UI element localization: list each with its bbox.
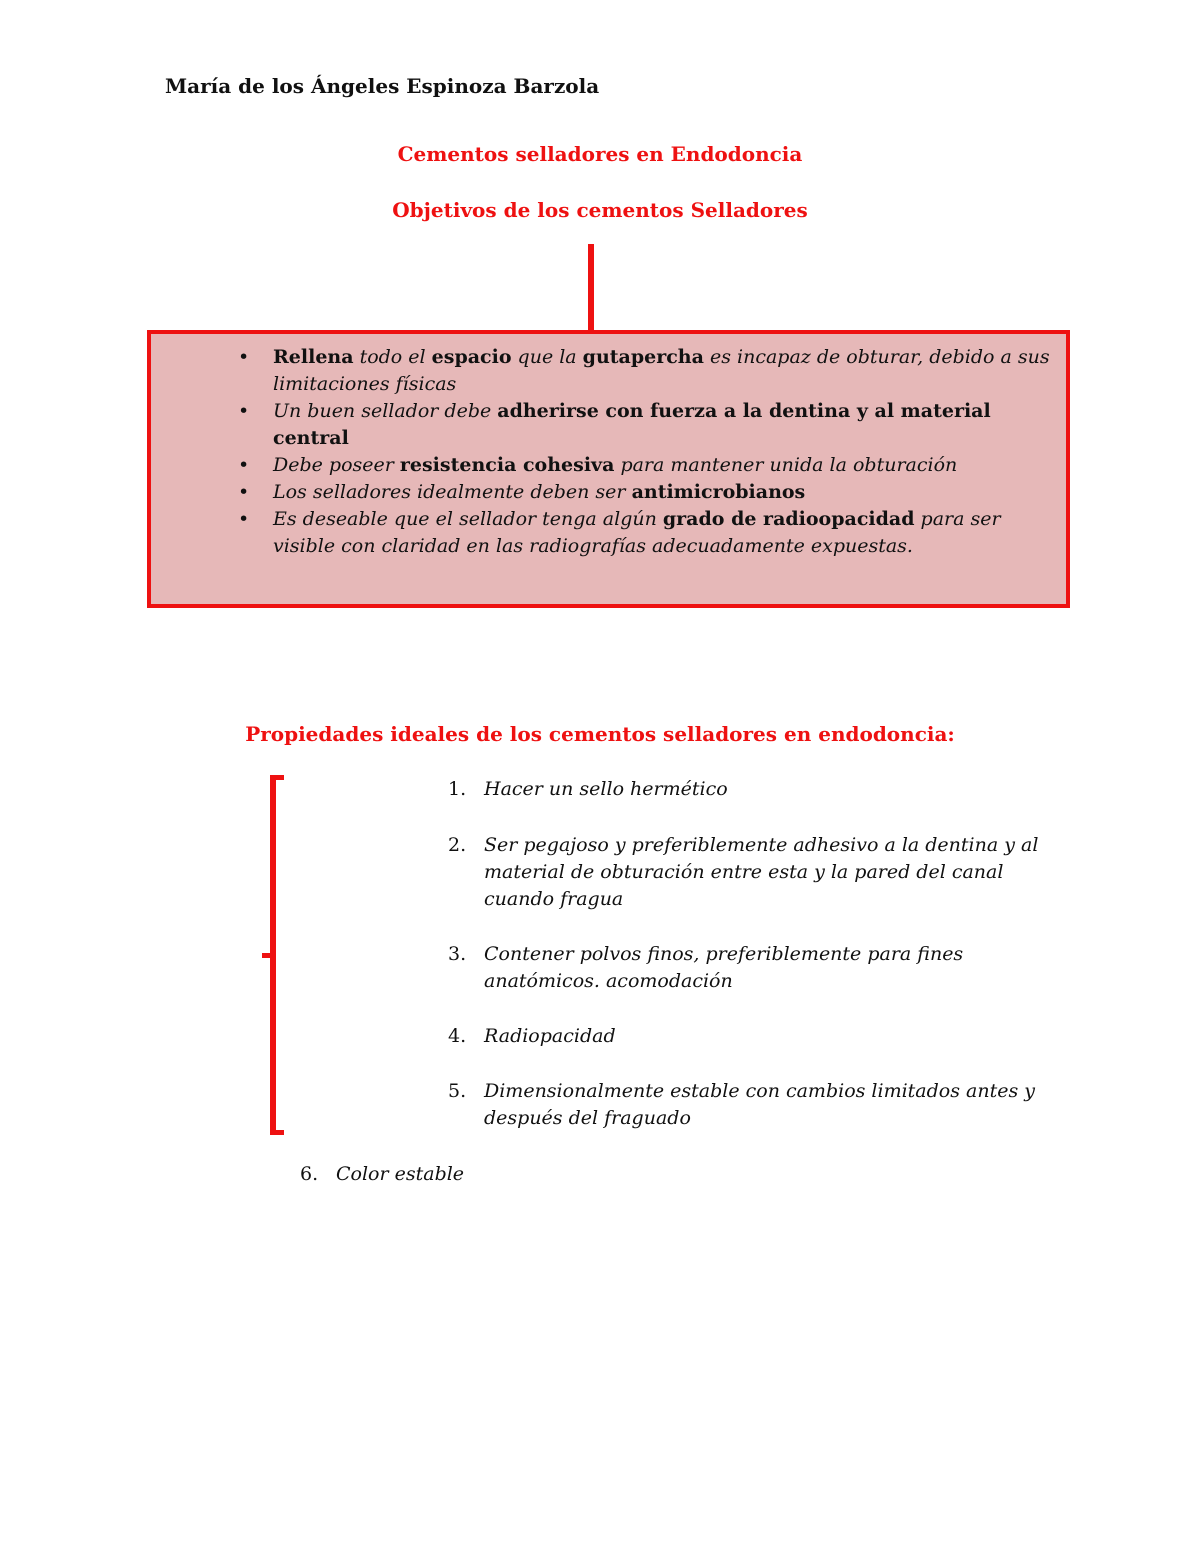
bracket-mid-tick bbox=[262, 953, 272, 958]
objectives-box bbox=[147, 330, 1070, 608]
list-item: • Debe poseer resistencia cohesiva para mantener unida la obturación bbox=[273, 452, 1063, 479]
property-item: 4. Radiopacidad bbox=[448, 1025, 616, 1047]
objectives-list bbox=[238, 344, 1063, 560]
list-item: • Es deseable que el sellador tenga algún grado de radioopacidad para ser visible con claridad en las radiografías adecuadamente expuestas. bbox=[238, 508, 1001, 557]
document-title: Cementos selladores en Endodoncia bbox=[397, 142, 803, 166]
list-item: • Los selladores idealmente deben ser antimicrobianos bbox=[273, 479, 1063, 506]
property-item: 3. Contener polvos finos, preferiblemente para fines anatómicos. acomodación bbox=[448, 943, 964, 992]
list-item: • Un buen sellador debe adherirse con fuerza a la dentina y al material central bbox=[238, 400, 991, 449]
bullet-icon: • bbox=[238, 481, 250, 503]
objectives-heading: Objetivos de los cementos Selladores bbox=[392, 198, 808, 222]
bracket-bottom-cap bbox=[270, 1130, 284, 1135]
property-item: 2. Ser pegajoso y preferiblemente adhesivo a la dentina y al material de obturación entre esta y la pared del canal cuando fragua bbox=[448, 834, 1039, 910]
properties-heading: Propiedades ideales de los cementos selladores en endodoncia: bbox=[245, 722, 955, 746]
bullet-icon: • bbox=[238, 508, 250, 530]
list-item: • Rellena todo el espacio que la gutapercha es incapaz de obturar, debido a sus limitaciones físicas bbox=[238, 346, 1050, 395]
bullet-icon: • bbox=[238, 400, 250, 422]
bullet-icon: • bbox=[238, 346, 250, 368]
property-item: 5. Dimensionalmente estable con cambios limitados antes y después del fraguado bbox=[448, 1080, 1035, 1129]
bracket-top-cap bbox=[270, 775, 284, 780]
property-item: 6. Color estable bbox=[300, 1163, 465, 1185]
property-item: 1. Hacer un sello hermético bbox=[448, 778, 728, 800]
author-name: María de los Ángeles Espinoza Barzola bbox=[165, 74, 600, 98]
connector-line bbox=[588, 244, 594, 334]
bullet-icon: • bbox=[238, 454, 250, 476]
